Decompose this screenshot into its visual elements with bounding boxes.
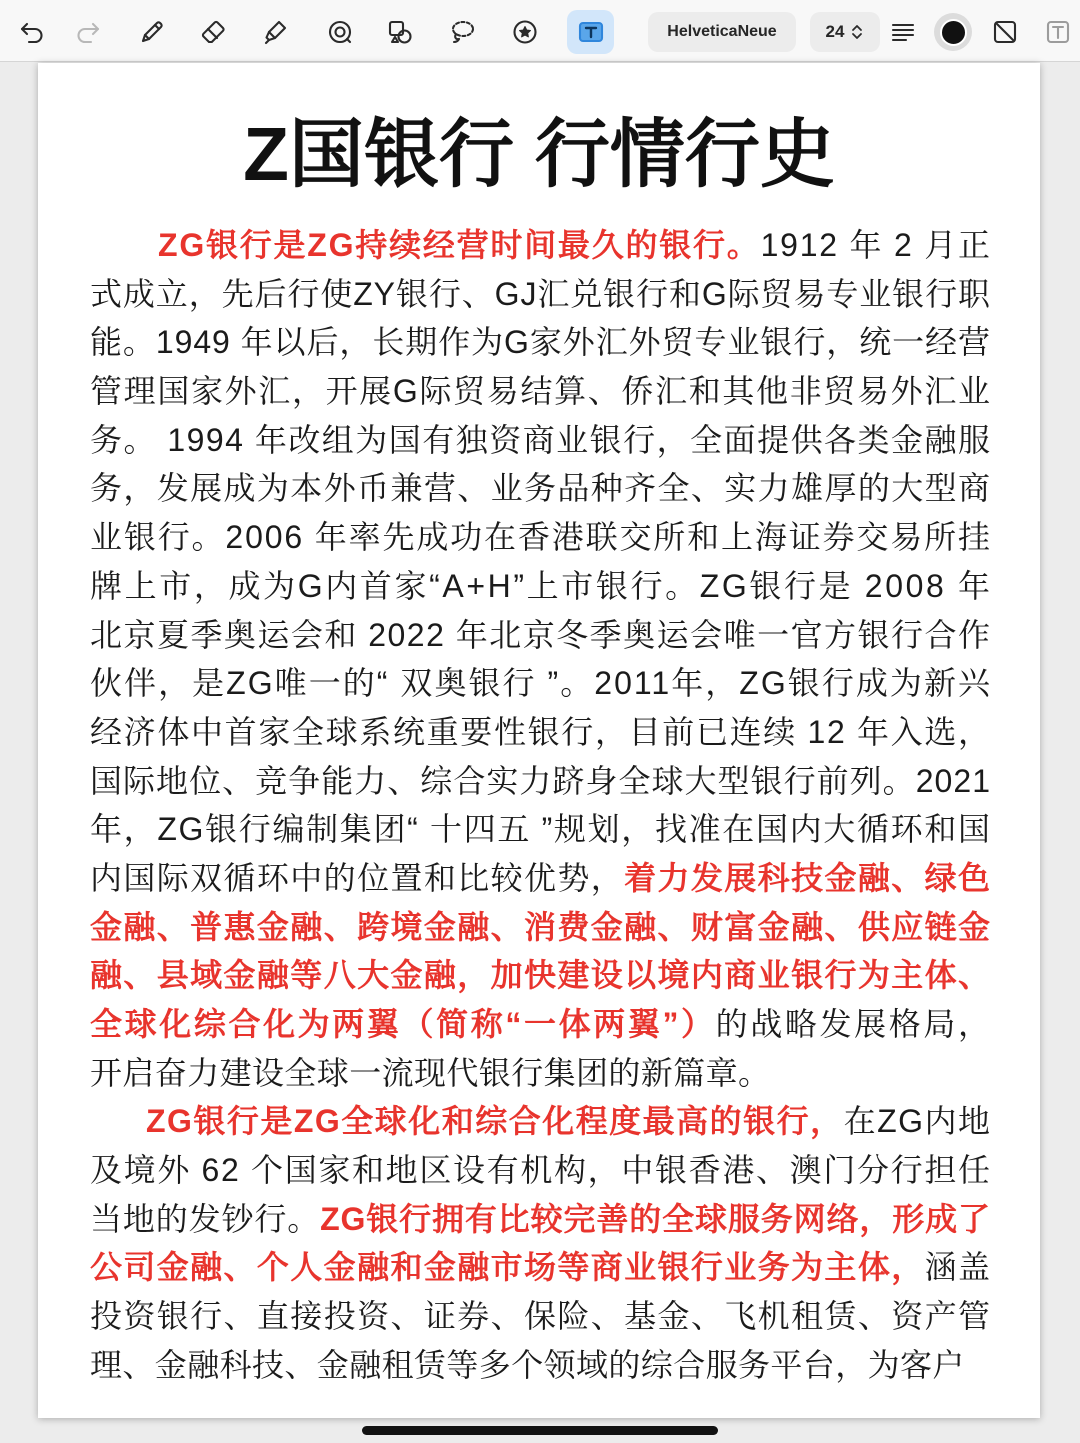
highlighter-icon	[260, 17, 290, 47]
text-line-content	[90, 708, 992, 757]
text-line	[90, 464, 990, 513]
undo-button[interactable]	[10, 10, 54, 54]
paragraph	[90, 221, 993, 1097]
text-line	[90, 708, 990, 757]
text-run: 的战略发展格局，	[715, 1006, 993, 1042]
text-run: 业银行。2006 年率先成功在香港联交所和上海证券交易所挂	[90, 519, 992, 556]
undo-icon	[17, 17, 47, 47]
redo-icon	[73, 17, 103, 47]
color-swatch-icon	[934, 13, 972, 51]
text-line	[90, 1049, 990, 1098]
text-run: 内国际双循环中的位置和比较优势，	[90, 859, 625, 896]
text-run: 管理国家外汇，开展G际贸易结算、侨汇和其他非贸易外汇业	[90, 373, 992, 410]
text-line-content	[90, 854, 991, 903]
text-line-content	[90, 611, 991, 660]
text-run: 投资银行、直接投资、证券、保险、基金、飞机租赁、资产管	[90, 1298, 992, 1335]
text-color-button[interactable]	[931, 10, 975, 54]
eraser-tool-button[interactable]	[191, 10, 235, 54]
text-run: 伙伴，是ZG唯一的“ 双奥银行 ”。2011年，ZG银行成为新兴	[90, 665, 993, 702]
text-line-content	[90, 1292, 991, 1341]
sticker-tool-button[interactable]	[503, 10, 547, 54]
text-line	[90, 1146, 990, 1195]
text-tool-icon	[576, 17, 606, 47]
highlighted-text-run: ZG银行拥有比较完善的全球服务网络，形成了	[320, 1200, 991, 1237]
text-line-content	[90, 903, 991, 952]
text-line	[90, 757, 990, 806]
home-indicator[interactable]	[362, 1426, 718, 1435]
page-title[interactable]: Z国银行 行情行史	[243, 112, 835, 196]
text-run: 理、金融科技、金融租赁等多个领域的综合服务平台，为客户	[90, 1346, 965, 1383]
text-line-content	[158, 221, 992, 270]
font-size-value: 24	[825, 22, 845, 41]
toolbar	[0, 0, 1080, 62]
text-line	[90, 1195, 990, 1244]
text-line-content	[90, 805, 992, 854]
highlighted-text-run: 金融、普惠金融、跨境金融、消费金融、财富金融、供应链金	[90, 908, 992, 945]
text-run: 国际地位、竞争能力、综合实力跻身全球大型银行前列。2021	[90, 762, 992, 799]
text-line-content	[90, 367, 992, 416]
text-line-content	[90, 1146, 992, 1195]
text-run: 开启奋力建设全球一流现代银行集团的新篇章。	[90, 1054, 771, 1091]
text-line-content	[90, 513, 992, 562]
text-line	[90, 1243, 990, 1292]
align-icon	[888, 17, 918, 47]
font-family-picker[interactable]	[648, 12, 796, 52]
text-align-button[interactable]	[881, 10, 925, 54]
text-line	[90, 270, 990, 319]
text-run: 牌上市，成为G内首家“A+H”上市银行。ZG银行是 2008 年	[90, 567, 993, 604]
text-line	[90, 221, 990, 270]
text-box-style-button[interactable]	[1036, 10, 1080, 54]
font-size-picker[interactable]	[810, 12, 880, 52]
lasso-icon	[447, 17, 477, 47]
text-line	[90, 1341, 990, 1390]
text-line	[90, 951, 990, 1000]
paragraph	[90, 1097, 990, 1389]
text-tool-button[interactable]	[567, 10, 614, 54]
text-line	[90, 367, 990, 416]
text-line	[90, 903, 990, 952]
lasso-tool-button[interactable]	[440, 10, 484, 54]
text-line-content	[90, 659, 992, 708]
redo-button[interactable]	[66, 10, 110, 54]
text-run: 式成立，先后行使ZY银行、GJ汇兑银行和G际贸易专业银行职	[90, 275, 991, 312]
text-run: 在ZG内地	[843, 1103, 992, 1140]
text-line-content	[90, 757, 991, 806]
text-line-content	[90, 464, 991, 513]
text-box[interactable]	[90, 221, 993, 1390]
highlighter-tool-button[interactable]	[253, 10, 297, 54]
text-line	[90, 416, 990, 465]
text-line	[90, 513, 990, 562]
highlighted-text-run: 全球化综合化为两翼（简称“一体两翼”）	[90, 1006, 716, 1042]
highlighted-text-run: 融、县域金融等八大金融，加快建设以境内商业银行为主体、	[90, 957, 992, 994]
text-line-content	[90, 951, 991, 1000]
text-line	[90, 854, 990, 903]
font-family-value: HelveticaNeue	[667, 23, 777, 40]
text-run: 1912 年 2 月正	[760, 227, 992, 263]
chevron-up-down-icon	[850, 23, 864, 41]
text-run: 经济体中首家全球系统重要性银行，目前已连续 12 年入选，	[90, 713, 992, 750]
text-line	[90, 1292, 990, 1341]
text-line	[90, 1097, 990, 1146]
text-line-content	[90, 562, 993, 611]
text-line-content	[90, 1000, 993, 1049]
text-line-content	[90, 416, 991, 465]
shape-tool-icon	[325, 17, 355, 47]
text-line	[90, 805, 990, 854]
text-line-content	[90, 1195, 991, 1244]
sticker-icon	[510, 17, 540, 47]
text-line-content	[90, 270, 991, 319]
text-line	[90, 318, 990, 367]
text-run: 年，ZG银行编制集团“ 十四五 ”规划，找准在国内大循环和国	[90, 811, 992, 848]
no-fill-icon	[990, 17, 1020, 47]
highlighted-text-run: ZG银行是ZG全球化和综合化程度最高的银行，	[146, 1103, 844, 1140]
text-run: 及境外 62 个国家和地区设有机构，中银香港、澳门分行担任	[90, 1152, 992, 1189]
eraser-icon	[198, 17, 228, 47]
text-run: 涵盖	[924, 1249, 992, 1286]
text-box-icon	[1043, 17, 1073, 47]
text-run: 务。 1994 年改组为国有独资商业银行，全面提供各类金融服	[90, 421, 992, 458]
text-line-content	[90, 1341, 965, 1390]
pen-tool-button[interactable]	[130, 10, 174, 54]
text-line-content	[90, 318, 991, 367]
fill-color-button[interactable]	[983, 10, 1027, 54]
text-line	[90, 611, 990, 660]
elements-icon	[385, 17, 415, 47]
selected-color-swatch	[940, 19, 967, 46]
text-line-content	[90, 1049, 770, 1098]
text-run: 能。1949 年以后，长期作为G家外汇外贸专业银行，统一经营	[90, 324, 991, 361]
text-line-content	[146, 1097, 991, 1146]
highlighted-text-run: ZG银行是ZG持续经营时间最久的银行。	[158, 227, 761, 263]
text-line	[90, 562, 993, 611]
highlighted-text-run: 着力发展科技金融、绿色	[624, 859, 992, 896]
pen-icon	[137, 17, 167, 47]
text-line-content	[90, 1243, 991, 1292]
text-run: 当地的发钞行。	[90, 1200, 321, 1237]
highlighted-text-run: 公司金融、个人金融和金融市场等商业银行业务为主体，	[90, 1249, 925, 1286]
text-run: 北京夏季奥运会和 2022 年北京冬季奥运会唯一官方银行合作	[90, 616, 992, 653]
text-run: 务，发展成为本外币兼营、业务品种齐全、实力雄厚的大型商	[90, 470, 992, 507]
shape-tool-button[interactable]	[318, 10, 362, 54]
elements-tool-button[interactable]	[378, 10, 422, 54]
text-line	[90, 659, 993, 708]
text-line	[90, 1000, 993, 1049]
